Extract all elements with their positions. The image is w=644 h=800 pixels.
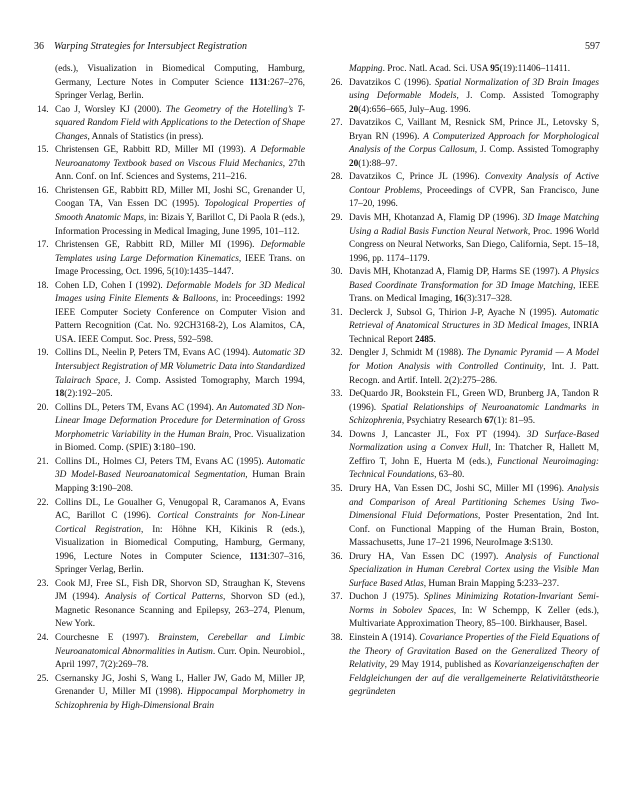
reference-number: 21. xyxy=(37,456,49,467)
reference-number: 29. xyxy=(331,213,343,224)
reference-text: Dengler J, Schmidt M (1988). xyxy=(349,348,467,359)
reference-text: , Proceedings of CVPR, San Francisco, June 17–20, 1996. xyxy=(349,185,599,210)
reference-text: Christensen GE, Rabbitt RD, Miller MI (1993). xyxy=(55,145,251,156)
reference-entry xyxy=(37,673,305,714)
reference-number: 27. xyxy=(331,118,343,129)
reference-text: , Proc. 1996 World Congress on Neural Networks, San Diego, California, Sept. 15–18, 1996, pp. 1174–1179. xyxy=(349,226,599,264)
reference-number: 15. xyxy=(37,145,49,156)
reference-text: , Int. J. Patt. Recogn. and Artif. Intell. 2(2):275–286. xyxy=(349,362,599,386)
reference-text: :180–190. xyxy=(158,443,196,454)
reference-title: Automatic Retrieval of Anatomical Structures in 3D Medical Images xyxy=(349,307,599,332)
reference-text: :190–208. xyxy=(95,483,134,494)
reference-title: A Physics Based Coordinate Transformation for 3D Image Matching xyxy=(349,267,599,291)
reference-title: Covariance Properties of the Field Equations of the Theory of Gravitation Based on the Generalized Theory of Relativity xyxy=(349,632,599,671)
reference-text: . Curr. Opin. Neurobiol., April 1997, 7(2):269–78. xyxy=(55,646,305,671)
reference-volume: 2485 xyxy=(414,334,434,345)
reference-entry xyxy=(331,347,599,388)
reference-entry xyxy=(37,456,305,497)
reference-column-left xyxy=(37,63,305,713)
reference-text: , J. Comp. Assisted Tomography, March 1994, xyxy=(117,375,305,386)
reference-title: Kovarianzeigenschaften der Feldgleichungen der auf die verallgemeinerte Relativitätstheorie gegründeten xyxy=(349,660,599,698)
reference-text: :233–237. xyxy=(521,578,560,589)
reference-entry xyxy=(331,77,599,118)
reference-number: 26. xyxy=(331,77,343,88)
reference-number: 18. xyxy=(37,280,49,291)
reference-text: Declerck J, Subsol G, Thirion J-P, Ayache N (1995). xyxy=(349,307,561,318)
reference-entry xyxy=(37,632,305,673)
reference-entry xyxy=(37,497,305,578)
reference-title: Analysis and Comparison of Areal Partitioning Schemes Using Two-Dimensional Fluid Deformations xyxy=(349,483,599,522)
running-title: Warping Strategies for Intersubject Registration xyxy=(54,41,247,52)
reference-entry xyxy=(37,578,305,632)
reference-volume: 95 xyxy=(490,64,500,74)
reference-number: 38. xyxy=(331,632,343,643)
reference-text: (eds.), Visualization in Biomedical Computing, Hamburg, Germany, Lecture Notes in Computer Science xyxy=(55,64,305,88)
reference-number: 36. xyxy=(331,551,343,562)
reference-number: 37. xyxy=(331,592,343,603)
page-number: 597 xyxy=(585,41,600,52)
reference-number: 31. xyxy=(331,307,343,318)
reference-title: The Geometry of the Hotelling’s T-squared Random Field with Applications to the Detection of Shape Changes xyxy=(55,104,305,142)
reference-entry xyxy=(331,483,599,551)
reference-number: 23. xyxy=(37,578,49,589)
reference-title: Analysis of Functional Specialization in Human Cerebral Cortex using the Visible Man Surface Based Atlas xyxy=(349,551,600,589)
reference-volume: 1131 xyxy=(249,77,268,88)
reference-volume: 3 xyxy=(153,443,159,454)
reference-volume: 1131 xyxy=(249,551,268,562)
reference-text: , In: W Schempp, K Zeller (eds.), Multivariate Approximation Theory, 85–100. Birkhauser, Basel. xyxy=(349,605,599,630)
reference-text: , Psychiatry Research xyxy=(401,416,485,427)
reference-number: 24. xyxy=(37,632,49,643)
chapter-page-label: 36 xyxy=(34,41,44,52)
reference-text: :S130. xyxy=(528,538,554,549)
reference-text: :307–316, Springer Verlag, Berlin. xyxy=(55,551,305,576)
reference-number: 17. xyxy=(37,240,49,251)
reference-text: Courchesne E (1997). xyxy=(55,632,159,643)
reference-volume: 67 xyxy=(484,416,494,427)
reference-text: Cook MJ, Free SL, Fish DR, Shorvon SD, Straughan K, Stevens JM (1994). xyxy=(55,578,305,603)
reference-text: , IEEE Trans. on Medical Imaging, xyxy=(349,280,599,305)
reference-entry xyxy=(331,117,599,171)
reference-text: Cohen LD, Cohen I (1992). xyxy=(55,280,167,291)
reference-number: 32. xyxy=(331,348,343,359)
reference-entry xyxy=(37,104,305,145)
reference-text: Davatzikos C, Prince JL (1996). xyxy=(349,172,485,183)
reference-number: 20. xyxy=(37,402,49,413)
reference-text: Drury HA, Van Essen DC, Joshi SC, Miller MI (1996). xyxy=(349,483,568,494)
reference-text: Davatzikos C (1996). xyxy=(349,77,435,88)
header-left xyxy=(34,40,247,54)
reference-text: , J. Comp. Assisted Tomography xyxy=(456,91,600,102)
reference-title: The Dynamic Pyramid — A Model for Motion Analysis with Controlled Continuity xyxy=(349,348,599,373)
reference-number: 28. xyxy=(331,172,343,183)
reference-text: Cao J, Worsley KJ (2000). xyxy=(55,104,166,115)
reference-text: :267–276, Springer Verlag, Berlin. xyxy=(55,77,305,102)
reference-number: 14. xyxy=(37,104,49,115)
reference-title: Deformable Templates using Large Deformation Kinematics xyxy=(55,240,305,264)
reference-title: Convexity Analysis of Active Contour Problems xyxy=(349,172,600,196)
reference-title: Analysis of Cortical Patterns xyxy=(105,592,223,603)
reference-entry xyxy=(331,551,599,592)
reference-entry xyxy=(331,171,599,212)
reference-text: Einstein A (1914). xyxy=(349,632,420,643)
reference-text: , Poster Presentation, 2nd Int. Conf. on Functional Mapping of the Human Brain, Boston, Massachusetts, June 17–21 1996, NeuroImage xyxy=(349,511,599,549)
reference-title: Brainstem, Cerebellar and Limbic Neuroanatomical Abnormalities in Autism xyxy=(55,632,305,657)
reference-text: (2):192–205. xyxy=(64,389,113,400)
reference-number: 33. xyxy=(331,389,343,400)
reference-entry xyxy=(37,185,305,239)
reference-title: Hippocampal Morphometry in Schizophrenia by High-Dimensional Brain xyxy=(55,687,305,711)
reference-text: , Annals of Statistics (in press). xyxy=(87,131,204,142)
reference-text: Davis MH, Khotanzad A, Flamig DP (1996). xyxy=(349,213,523,224)
reference-volume: 20 xyxy=(349,104,359,115)
reference-text: Christensen GE, Rabbitt RD, Miller MI (1996). xyxy=(55,240,261,251)
reference-title: Automatic 3D Model-Based Neuroanatomical Segmentation xyxy=(55,456,305,481)
reference-number: 34. xyxy=(331,429,343,440)
reference-title: Spatial Normalization of 3D Brain Images using Deformable Models xyxy=(349,77,599,102)
reference-text: , Proc. Visualization in Biomed. Comp. (SPIE) xyxy=(55,429,305,454)
reference-entry xyxy=(37,239,305,280)
reference-text: (19):11406–11411. xyxy=(499,64,571,74)
reference-text: . xyxy=(433,334,436,345)
reference-title: Automatic 3D Intersubject Registration of MR Volumetric Data into Standardized Talairach Space xyxy=(55,348,305,386)
reference-text: Duchon J (1975). xyxy=(349,592,425,603)
reference-number: 25. xyxy=(37,673,49,684)
reference-number: 22. xyxy=(37,497,49,508)
reference-volume: 18 xyxy=(55,389,65,400)
reference-text: Collins DL, Neelin P, Peters TM, Evans AC (1994). xyxy=(55,348,253,359)
reference-title: Deformable Models for 3D Medical Images using Finite Elements & Balloons xyxy=(55,280,306,305)
reference-text: Collins DL, Holmes CJ, Peters TM, Evans AC (1995). xyxy=(55,456,267,467)
running-header xyxy=(34,40,600,54)
reference-column-right xyxy=(331,63,599,700)
reference-number: 16. xyxy=(37,185,49,196)
reference-entry xyxy=(331,307,599,348)
reference-title: A Deformable Neuroanatomy Textbook based on Viscous Fluid Mechanics xyxy=(55,145,305,169)
reference-number: 35. xyxy=(331,483,343,494)
reference-text: , Human Brain Mapping xyxy=(55,470,305,494)
reference-entry xyxy=(331,632,599,700)
reference-text: Downs J, Lancaster JL, Fox PT (1994). xyxy=(349,429,527,440)
reference-entry xyxy=(331,429,599,483)
reference-title: Spatial Relationships of Neuroanatomic Landmarks in Schizophrenia xyxy=(349,402,599,427)
reference-text: DeQuardo JR, Bookstein FL, Green WD, Brunberg JA, Tandon R (1996). xyxy=(349,389,599,413)
reference-volume: 16 xyxy=(454,294,464,305)
reference-text: , In: Thatcher R, Hallett M, Zeffiro T, John E, Huerta M (eds.), xyxy=(349,443,599,467)
reference-text: , J. Comp. Assisted Tomography xyxy=(474,145,599,156)
reference-entry xyxy=(331,266,599,307)
reference-volume: 20 xyxy=(349,158,359,169)
reference-text: Christensen GE, Rabbitt RD, Miller MI, Joshi SC, Grenander U, Coogan TA, Van Essen DC (1995). xyxy=(55,185,305,210)
reference-text: , in: Bizais Y, Barillot C, Di Paola R (eds.), Information Processing in Medical Imaging, June 1995, 101–112. xyxy=(55,213,305,237)
reference-text: Davis MH, Khotanzad A, Flamig DP, Harms SE (1997). xyxy=(349,267,563,278)
reference-volume: 3 xyxy=(90,483,96,494)
reference-text: , Shorvon SD (ed.), Magnetic Resonance Scanning and Epilepsy, 263–274, Plenum, New York. xyxy=(55,592,305,630)
reference-volume: 5 xyxy=(516,578,522,589)
reference-title: Mapping xyxy=(349,64,383,74)
reference-text: , IEEE Trans. on Image Processing, Oct. 1996, 5(10):1435–1447. xyxy=(55,253,305,278)
reference-text: (1): 81–95. xyxy=(493,416,536,427)
reference-text: Collins DL, Peters TM, Evans AC (1994). xyxy=(55,402,217,413)
reference-number: 19. xyxy=(37,348,49,359)
reference-entry xyxy=(37,144,305,185)
reference-entry xyxy=(331,212,599,266)
reference-text: , 27th Ann. Conf. on Inf. Sciences and Systems, 211–216. xyxy=(55,158,305,183)
reference-text: Collins DL, Le Goualher G, Venugopal R, Caramanos A, Evans AC, Barillot C (1996). xyxy=(55,497,305,522)
reference-text: Csernansky JG, Joshi S, Wang L, Haller JW, Gado M, Miller JP, Grenander U, Miller MI (1998). xyxy=(55,673,305,698)
reference-title: 3D Image Matching Using a Radial Basis Function Neural Network xyxy=(349,213,600,237)
reference-title: Functional Neuroimaging: Technical Foundations xyxy=(349,456,599,481)
reference-title: Topological Properties of Smooth Anatomic Maps xyxy=(55,199,305,224)
reference-entry xyxy=(37,402,305,456)
reference-title: 3D Surface-Based Normalization using a Convex Hull xyxy=(349,429,599,454)
reference-text: , 63–80. xyxy=(434,470,465,481)
reference-volume: 3 xyxy=(524,538,529,549)
reference-text: (3):317–328. xyxy=(463,294,513,305)
reference-continuation xyxy=(37,63,305,104)
reference-continuation xyxy=(331,63,599,77)
reference-title: Cortical Constraints for Non-Linear Cortical Registration xyxy=(55,511,305,535)
reference-entry xyxy=(37,280,305,348)
reference-entry xyxy=(331,591,599,632)
reference-title: A Computerized Approach for Morphological Analysis of the Corpus Callosum xyxy=(349,131,600,156)
reference-text: . Proc. Natl. Acad. Sci. USA xyxy=(382,64,491,74)
reference-title: An Automated 3D Non-Linear Image Deformation Procedure for Determination of Gross Morphometric Variability in the Human Brain xyxy=(55,402,305,440)
reference-entry xyxy=(37,347,305,401)
reference-title: Splines Minimizing Rotation-Invariant Semi-Norms in Sobolev Spaces xyxy=(349,592,599,616)
reference-text: , 29 May 1914, published as xyxy=(384,660,495,671)
reference-number: 30. xyxy=(331,267,343,278)
reference-text: (1):88–97. xyxy=(358,158,398,169)
reference-text: , In: Höhne KH, Kikinis R (eds.), Visualization in Biomedical Computing, Hamburg, Germany, 1996, Lecture Notes in Computer Science, xyxy=(55,524,305,562)
reference-text: (4):656–665, July–Aug. 1996. xyxy=(358,104,471,115)
reference-text: Drury HA, Van Essen DC (1997). xyxy=(349,551,506,562)
reference-text: , INRIA Technical Report xyxy=(349,321,599,345)
reference-entry xyxy=(331,388,599,429)
reference-text: Davatzikos C, Vaillant M, Resnick SM, Prince JL, Letovsky S, Bryan RN (1996). xyxy=(349,118,599,142)
reference-text: , in: Proceedings: 1992 IEEE Computer Society Conference on Computer Vision and Pattern Recognition (Cat. No. 92CH3168-2), Los Alamitos, CA, USA. IEEE Comput. Soc. Press, 592–598. xyxy=(55,294,306,345)
reference-text: , Human Brain Mapping xyxy=(423,578,517,589)
